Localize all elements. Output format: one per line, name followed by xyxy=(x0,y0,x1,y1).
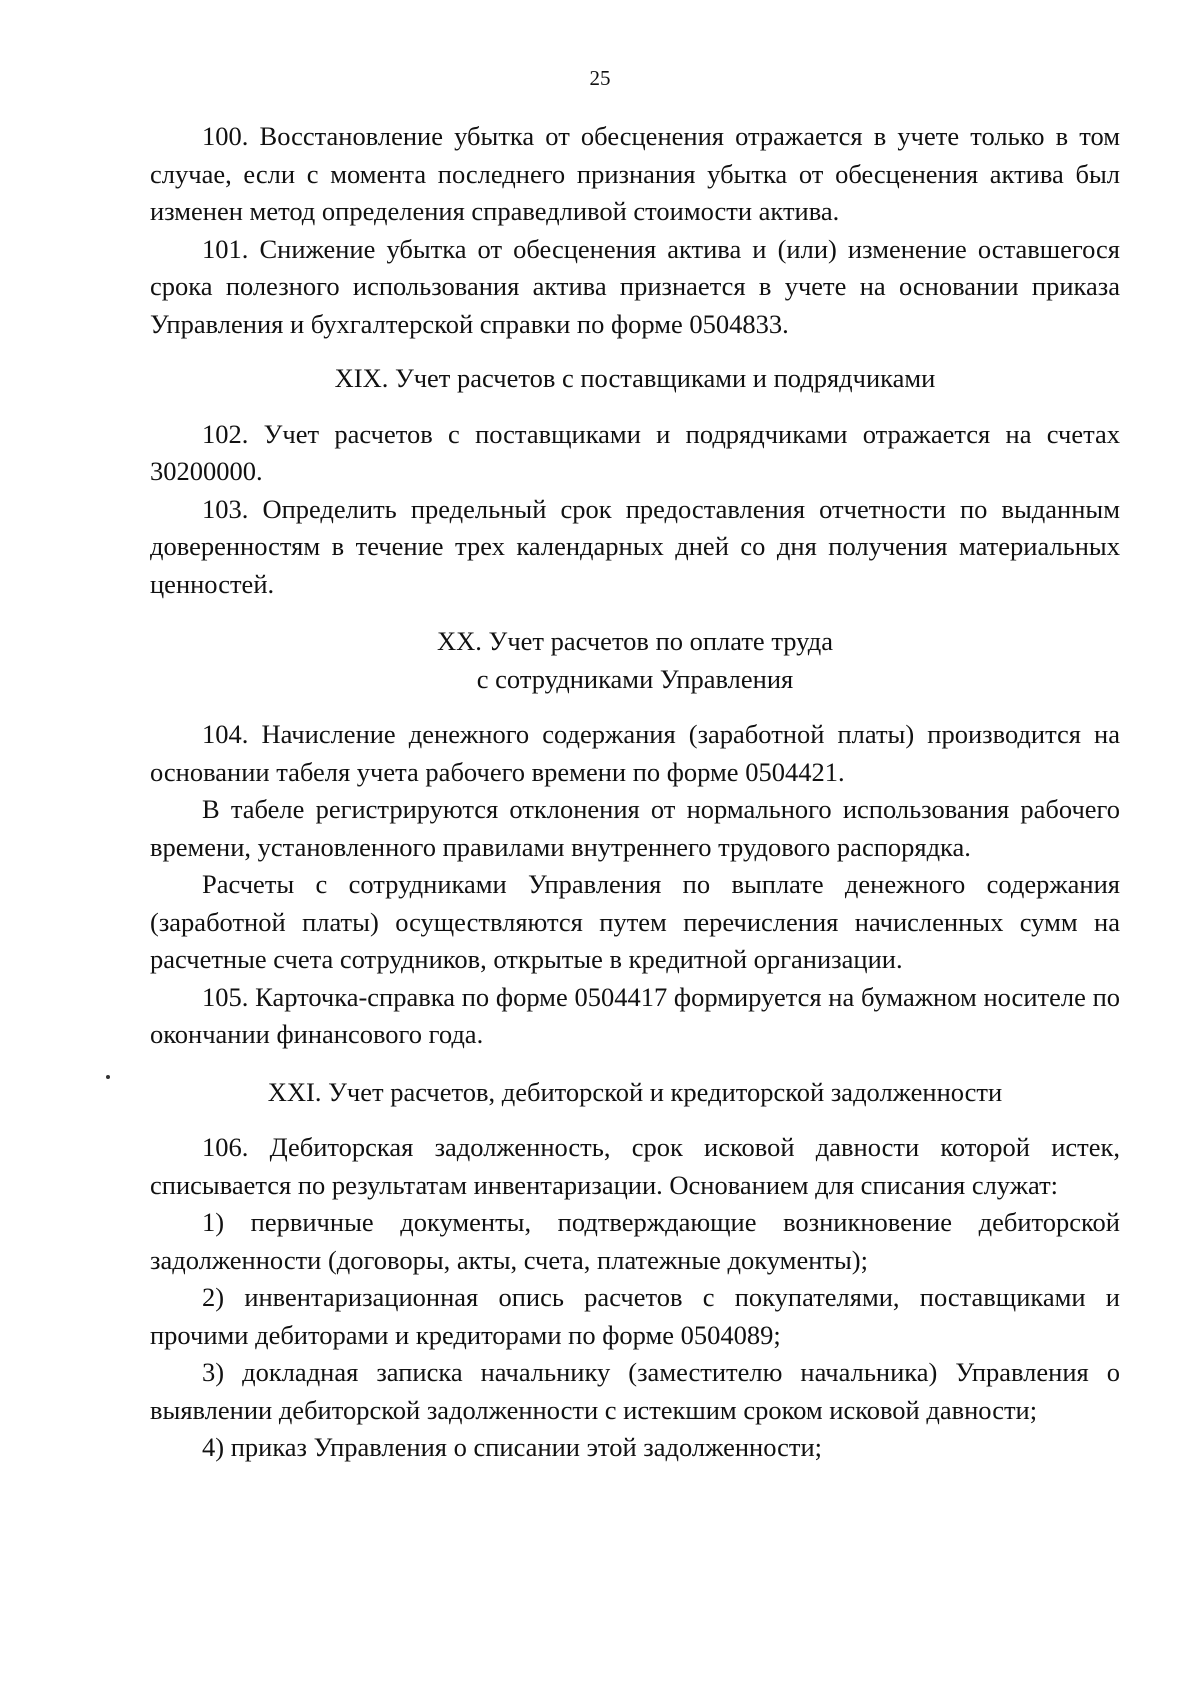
section-heading-xx-line2: с сотрудниками Управления xyxy=(476,663,794,694)
paragraph-100: 100. Восстановление убытка от обесценения отражается в учете только в том случае, если с момента последнего признания убытка от обесценения актива был изменен метод определения справедливой стоимости актива. xyxy=(150,121,1120,226)
paragraph-106: 106. Дебиторская задолженность, срок исковой давности которой истек, списывается по результатам инвентаризации. Основанием для списания служат: xyxy=(150,1132,1120,1200)
paragraph-104: 104. Начисление денежного содержания (заработной платы) производится на основании табеля учета рабочего времени по форме 0504421. xyxy=(150,719,1120,787)
document-body xyxy=(150,118,1120,1467)
list-item-106-4: 4) приказ Управления о списании этой задолженности; xyxy=(202,1432,822,1462)
page-number: 25 xyxy=(589,66,611,90)
list-item-106-3: 3) докладная записка начальнику (заместителю начальника) Управления о выявлении дебиторской задолженности с истекшим сроком исковой давности; xyxy=(150,1357,1120,1425)
section-heading-xix: XIX. Учет расчетов с поставщиками и подрядчиками xyxy=(334,363,936,393)
section-heading-xx xyxy=(150,623,1120,698)
paragraph-104-payments: Расчеты с сотрудниками Управления по выплате денежного содержания (заработной платы) осуществляются путем перечисления начисленных сумм на расчетные счета сотрудников, открытые в кредитной организации. xyxy=(150,869,1120,974)
list-item-106-1: 1) первичные документы, подтверждающие возникновение дебиторской задолженности (договоры, акты, счета, платежные документы); xyxy=(150,1207,1120,1275)
section-heading-xxi: XXI. Учет расчетов, дебиторской и кредиторской задолженности xyxy=(267,1076,1003,1107)
paragraph-103: 103. Определить предельный срок предоставления отчетности по выданным доверенностям в течение трех календарных дней со дня получения материальных ценностей. xyxy=(150,493,1120,599)
section-heading-xx-line1: XX. Учет расчетов по оплате труда xyxy=(437,626,833,656)
scan-speck xyxy=(106,1075,110,1079)
paragraph-105: 105. Карточка-справка по форме 0504417 формируется на бумажном носителе по окончании финансового года. xyxy=(150,981,1120,1049)
paragraph-102: 102. Учет расчетов с поставщиками и подрядчиками отражается на счетах 30200000. xyxy=(150,418,1120,486)
list-item-106-2: 2) инвентаризационная опись расчетов с покупателями, поставщиками и прочими дебиторами и кредиторами по форме 0504089; xyxy=(150,1282,1120,1350)
paragraph-101: 101. Снижение убытка от обесценения актива и (или) изменение оставшегося срока полезного использования актива признается в учете на основании приказа Управления и бухгалтерской справки по форме 0504833. xyxy=(150,233,1120,339)
paragraph-104-timesheet: В табеле регистрируются отклонения от нормального использования рабочего времени, установленного правилами внутреннего трудового распорядка. xyxy=(150,794,1120,862)
